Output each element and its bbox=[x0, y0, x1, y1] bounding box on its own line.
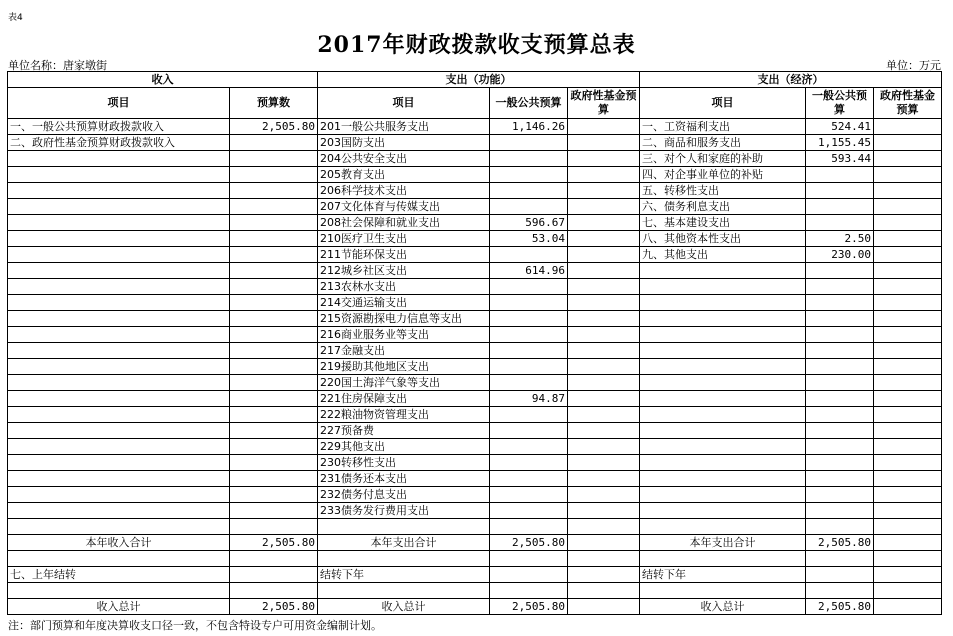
func-general-cell bbox=[490, 343, 568, 359]
econ-fund-cell bbox=[874, 471, 942, 487]
income-item-cell: 二、政府性基金预算财政拨款收入 bbox=[8, 135, 230, 151]
func-item-cell: 206科学技术支出 bbox=[318, 183, 490, 199]
func-general-cell bbox=[490, 247, 568, 263]
econ-fund-cell bbox=[874, 455, 942, 471]
func-general-cell bbox=[490, 519, 568, 535]
header-row-groups bbox=[8, 72, 942, 88]
func-item-cell: 212城乡社区支出 bbox=[318, 263, 490, 279]
table-row bbox=[8, 471, 942, 487]
econ-fund-cell bbox=[874, 359, 942, 375]
econ-item-cell bbox=[640, 279, 806, 295]
func-general-cell bbox=[490, 359, 568, 375]
func-fund-cell bbox=[568, 391, 640, 407]
func-item-cell: 233债务发行费用支出 bbox=[318, 503, 490, 519]
econ-item-cell bbox=[640, 487, 806, 503]
func-fund-cell bbox=[568, 439, 640, 455]
econ-general-cell: 1,155.45 bbox=[806, 135, 874, 151]
grand-f-general: 2,505.80 bbox=[490, 599, 568, 615]
func-general-cell bbox=[490, 327, 568, 343]
func-item-cell: 215资源勘探电力信息等支出 bbox=[318, 311, 490, 327]
econ-general-cell: 2.50 bbox=[806, 231, 874, 247]
income-amount-cell bbox=[230, 215, 318, 231]
econ-general-cell bbox=[806, 295, 874, 311]
econ-fund-cell bbox=[874, 423, 942, 439]
econ-fund-cell bbox=[874, 503, 942, 519]
func-fund-cell bbox=[568, 135, 640, 151]
income-item-cell bbox=[8, 311, 230, 327]
econ-item-cell bbox=[640, 343, 806, 359]
grand-e-general: 2,505.80 bbox=[806, 599, 874, 615]
header-f-general: 一般公共预算 bbox=[490, 88, 568, 119]
income-amount-cell bbox=[230, 439, 318, 455]
table-row bbox=[8, 263, 942, 279]
econ-item-cell: 二、商品和服务支出 bbox=[640, 135, 806, 151]
table-row bbox=[8, 135, 942, 151]
table-row bbox=[8, 375, 942, 391]
func-item-cell: 217金融支出 bbox=[318, 343, 490, 359]
func-general-cell bbox=[490, 503, 568, 519]
totals-e-label: 本年支出合计 bbox=[640, 535, 806, 551]
header-in-item: 项目 bbox=[8, 88, 230, 119]
income-amount-cell bbox=[230, 391, 318, 407]
func-fund-cell bbox=[568, 519, 640, 535]
income-item-cell bbox=[8, 295, 230, 311]
func-fund-cell bbox=[568, 503, 640, 519]
carry-row bbox=[8, 567, 942, 583]
func-general-cell bbox=[490, 311, 568, 327]
table-row bbox=[8, 359, 942, 375]
func-general-cell: 1,146.26 bbox=[490, 119, 568, 135]
totals-in-amount: 2,505.80 bbox=[230, 535, 318, 551]
econ-item-cell bbox=[640, 263, 806, 279]
func-item-cell: 220国土海洋气象等支出 bbox=[318, 375, 490, 391]
econ-general-cell bbox=[806, 407, 874, 423]
income-item-cell bbox=[8, 519, 230, 535]
table-row bbox=[8, 455, 942, 471]
func-item-cell: 222粮油物资管理支出 bbox=[318, 407, 490, 423]
carry-e-label: 结转下年 bbox=[640, 567, 806, 583]
func-fund-cell bbox=[568, 359, 640, 375]
econ-item-cell bbox=[640, 295, 806, 311]
econ-item-cell bbox=[640, 359, 806, 375]
econ-general-cell bbox=[806, 455, 874, 471]
totals-e-fund bbox=[874, 535, 942, 551]
func-fund-cell bbox=[568, 407, 640, 423]
table-row bbox=[8, 391, 942, 407]
econ-item-cell bbox=[640, 455, 806, 471]
econ-general-cell bbox=[806, 503, 874, 519]
table-row bbox=[8, 247, 942, 263]
income-amount-cell bbox=[230, 519, 318, 535]
econ-item-cell: 五、转移性支出 bbox=[640, 183, 806, 199]
func-item-cell: 216商业服务业等支出 bbox=[318, 327, 490, 343]
income-item-cell bbox=[8, 359, 230, 375]
table-row bbox=[8, 439, 942, 455]
totals-f-general: 2,505.80 bbox=[490, 535, 568, 551]
func-item-cell: 229其他支出 bbox=[318, 439, 490, 455]
table-row bbox=[8, 503, 942, 519]
func-general-cell bbox=[490, 455, 568, 471]
econ-fund-cell bbox=[874, 311, 942, 327]
func-item-cell: 201一般公共服务支出 bbox=[318, 119, 490, 135]
func-fund-cell bbox=[568, 343, 640, 359]
income-item-cell bbox=[8, 199, 230, 215]
func-fund-cell bbox=[568, 279, 640, 295]
econ-general-cell: 593.44 bbox=[806, 151, 874, 167]
grand-in-label: 收入总计 bbox=[8, 599, 230, 615]
income-item-cell bbox=[8, 167, 230, 183]
func-fund-cell bbox=[568, 167, 640, 183]
func-general-cell bbox=[490, 183, 568, 199]
econ-item-cell: 一、工资福利支出 bbox=[640, 119, 806, 135]
func-item-cell: 231债务还本支出 bbox=[318, 471, 490, 487]
header-income: 收入 bbox=[8, 72, 318, 88]
header-in-budget: 预算数 bbox=[230, 88, 318, 119]
econ-item-cell bbox=[640, 375, 806, 391]
econ-general-cell bbox=[806, 167, 874, 183]
func-item-cell: 232债务付息支出 bbox=[318, 487, 490, 503]
func-fund-cell bbox=[568, 423, 640, 439]
carry-in-label: 七、上年结转 bbox=[8, 567, 230, 583]
header-e-general: 一般公共预算 bbox=[806, 88, 874, 119]
econ-fund-cell bbox=[874, 263, 942, 279]
table-row bbox=[8, 407, 942, 423]
func-fund-cell bbox=[568, 183, 640, 199]
econ-general-cell bbox=[806, 263, 874, 279]
income-amount-cell bbox=[230, 295, 318, 311]
econ-fund-cell bbox=[874, 231, 942, 247]
grand-in-amount: 2,505.80 bbox=[230, 599, 318, 615]
func-item-cell: 211节能环保支出 bbox=[318, 247, 490, 263]
footnote: 注：部门预算和年度决算收支口径一致，不包含特设专户可用资金编制计划。 bbox=[8, 619, 382, 632]
income-amount-cell bbox=[230, 135, 318, 151]
income-amount-cell bbox=[230, 407, 318, 423]
econ-item-cell bbox=[640, 327, 806, 343]
econ-general-cell: 524.41 bbox=[806, 119, 874, 135]
func-general-cell bbox=[490, 423, 568, 439]
econ-fund-cell bbox=[874, 407, 942, 423]
econ-item-cell bbox=[640, 471, 806, 487]
econ-general-cell bbox=[806, 471, 874, 487]
totals-f-fund bbox=[568, 535, 640, 551]
totals-row bbox=[8, 535, 942, 551]
econ-general-cell bbox=[806, 327, 874, 343]
econ-fund-cell bbox=[874, 135, 942, 151]
econ-fund-cell bbox=[874, 327, 942, 343]
func-item-cell: 219援助其他地区支出 bbox=[318, 359, 490, 375]
func-fund-cell bbox=[568, 247, 640, 263]
func-general-cell bbox=[490, 167, 568, 183]
table-row bbox=[8, 231, 942, 247]
table-row bbox=[8, 167, 942, 183]
func-fund-cell bbox=[568, 263, 640, 279]
func-item-cell: 210医疗卫生支出 bbox=[318, 231, 490, 247]
econ-fund-cell bbox=[874, 199, 942, 215]
econ-item-cell bbox=[640, 439, 806, 455]
table-row bbox=[8, 487, 942, 503]
econ-fund-cell bbox=[874, 167, 942, 183]
econ-item-cell: 六、债务利息支出 bbox=[640, 199, 806, 215]
func-item-cell bbox=[318, 519, 490, 535]
income-item-cell bbox=[8, 343, 230, 359]
econ-general-cell bbox=[806, 199, 874, 215]
econ-general-cell bbox=[806, 391, 874, 407]
econ-fund-cell bbox=[874, 295, 942, 311]
income-amount-cell bbox=[230, 279, 318, 295]
econ-fund-cell bbox=[874, 279, 942, 295]
income-amount-cell bbox=[230, 359, 318, 375]
func-general-cell: 53.04 bbox=[490, 231, 568, 247]
econ-item-cell: 八、其他资本性支出 bbox=[640, 231, 806, 247]
table-tag: 表4 bbox=[8, 13, 23, 23]
income-amount-cell bbox=[230, 487, 318, 503]
func-item-cell: 205教育支出 bbox=[318, 167, 490, 183]
econ-fund-cell bbox=[874, 343, 942, 359]
econ-item-cell bbox=[640, 519, 806, 535]
econ-fund-cell bbox=[874, 487, 942, 503]
econ-item-cell bbox=[640, 503, 806, 519]
income-item-cell: 一、一般公共预算财政拨款收入 bbox=[8, 119, 230, 135]
table-row bbox=[8, 423, 942, 439]
func-item-cell: 227预备费 bbox=[318, 423, 490, 439]
table-row bbox=[8, 119, 942, 135]
income-item-cell bbox=[8, 471, 230, 487]
func-fund-cell bbox=[568, 311, 640, 327]
econ-general-cell bbox=[806, 279, 874, 295]
econ-item-cell: 七、基本建设支出 bbox=[640, 215, 806, 231]
econ-item-cell bbox=[640, 407, 806, 423]
income-item-cell bbox=[8, 455, 230, 471]
econ-fund-cell bbox=[874, 375, 942, 391]
income-amount-cell bbox=[230, 455, 318, 471]
income-item-cell bbox=[8, 327, 230, 343]
income-amount-cell bbox=[230, 167, 318, 183]
func-fund-cell bbox=[568, 487, 640, 503]
econ-fund-cell bbox=[874, 391, 942, 407]
econ-general-cell bbox=[806, 215, 874, 231]
func-general-cell bbox=[490, 199, 568, 215]
func-general-cell bbox=[490, 471, 568, 487]
func-general-cell: 94.87 bbox=[490, 391, 568, 407]
func-fund-cell bbox=[568, 119, 640, 135]
econ-item-cell: 三、对个人和家庭的补助 bbox=[640, 151, 806, 167]
func-item-cell: 203国防支出 bbox=[318, 135, 490, 151]
func-item-cell: 208社会保障和就业支出 bbox=[318, 215, 490, 231]
econ-general-cell bbox=[806, 423, 874, 439]
income-item-cell bbox=[8, 487, 230, 503]
income-item-cell bbox=[8, 423, 230, 439]
income-amount-cell bbox=[230, 423, 318, 439]
econ-item-cell bbox=[640, 311, 806, 327]
unit-name: 单位名称：唐家墩街 bbox=[8, 59, 107, 72]
func-fund-cell bbox=[568, 231, 640, 247]
table-row bbox=[8, 279, 942, 295]
func-fund-cell bbox=[568, 295, 640, 311]
income-amount-cell: 2,505.80 bbox=[230, 119, 318, 135]
func-general-cell bbox=[490, 279, 568, 295]
econ-general-cell bbox=[806, 519, 874, 535]
func-fund-cell bbox=[568, 151, 640, 167]
grand-f-label: 收入总计 bbox=[318, 599, 490, 615]
income-amount-cell bbox=[230, 151, 318, 167]
totals-f-label: 本年支出合计 bbox=[318, 535, 490, 551]
income-item-cell bbox=[8, 151, 230, 167]
carry-f-label: 结转下年 bbox=[318, 567, 490, 583]
totals-in-label: 本年收入合计 bbox=[8, 535, 230, 551]
func-general-cell bbox=[490, 375, 568, 391]
econ-fund-cell bbox=[874, 247, 942, 263]
budget-table bbox=[7, 71, 942, 615]
econ-fund-cell bbox=[874, 519, 942, 535]
econ-item-cell bbox=[640, 423, 806, 439]
func-fund-cell bbox=[568, 327, 640, 343]
income-amount-cell bbox=[230, 311, 318, 327]
income-item-cell bbox=[8, 231, 230, 247]
table-row bbox=[8, 343, 942, 359]
unit-label: 单位：万元 bbox=[886, 59, 941, 72]
func-fund-cell bbox=[568, 455, 640, 471]
func-fund-cell bbox=[568, 471, 640, 487]
header-f-item: 项目 bbox=[318, 88, 490, 119]
econ-item-cell: 四、对企事业单位的补贴 bbox=[640, 167, 806, 183]
income-amount-cell bbox=[230, 199, 318, 215]
table-row bbox=[8, 215, 942, 231]
econ-general-cell bbox=[806, 439, 874, 455]
econ-item-cell bbox=[640, 391, 806, 407]
header-exp-econ: 支出（经济） bbox=[640, 72, 942, 88]
income-amount-cell bbox=[230, 343, 318, 359]
econ-fund-cell bbox=[874, 151, 942, 167]
func-item-cell: 221住房保障支出 bbox=[318, 391, 490, 407]
func-general-cell: 614.96 bbox=[490, 263, 568, 279]
func-fund-cell bbox=[568, 215, 640, 231]
econ-item-cell: 九、其他支出 bbox=[640, 247, 806, 263]
income-amount-cell bbox=[230, 183, 318, 199]
blank-row bbox=[8, 583, 942, 599]
income-item-cell bbox=[8, 263, 230, 279]
func-general-cell bbox=[490, 295, 568, 311]
econ-general-cell bbox=[806, 487, 874, 503]
func-item-cell: 207文化体育与传媒支出 bbox=[318, 199, 490, 215]
header-row-columns bbox=[8, 88, 942, 119]
income-item-cell bbox=[8, 215, 230, 231]
income-item-cell bbox=[8, 439, 230, 455]
func-general-cell bbox=[490, 135, 568, 151]
income-item-cell bbox=[8, 407, 230, 423]
grand-e-label: 收入总计 bbox=[640, 599, 806, 615]
econ-general-cell bbox=[806, 343, 874, 359]
income-item-cell bbox=[8, 375, 230, 391]
econ-general-cell bbox=[806, 359, 874, 375]
table-row bbox=[8, 151, 942, 167]
header-e-fund: 政府性基金预算 bbox=[874, 88, 942, 119]
income-amount-cell bbox=[230, 327, 318, 343]
func-general-cell bbox=[490, 487, 568, 503]
func-item-cell: 204公共安全支出 bbox=[318, 151, 490, 167]
header-f-fund: 政府性基金预算 bbox=[568, 88, 640, 119]
income-item-cell bbox=[8, 391, 230, 407]
table-row bbox=[8, 295, 942, 311]
econ-general-cell bbox=[806, 183, 874, 199]
page-title: 2017年财政拨款收支预算总表 bbox=[317, 32, 636, 58]
grand-total-row bbox=[8, 599, 942, 615]
econ-general-cell bbox=[806, 375, 874, 391]
income-amount-cell bbox=[230, 263, 318, 279]
func-item-cell: 214交通运输支出 bbox=[318, 295, 490, 311]
income-amount-cell bbox=[230, 247, 318, 263]
header-e-item: 项目 bbox=[640, 88, 806, 119]
func-general-cell: 596.67 bbox=[490, 215, 568, 231]
income-amount-cell bbox=[230, 503, 318, 519]
econ-general-cell: 230.00 bbox=[806, 247, 874, 263]
table-row bbox=[8, 327, 942, 343]
blank-row bbox=[8, 551, 942, 567]
econ-fund-cell bbox=[874, 215, 942, 231]
table-row bbox=[8, 519, 942, 535]
table-row bbox=[8, 199, 942, 215]
table-row bbox=[8, 311, 942, 327]
totals-e-general: 2,505.80 bbox=[806, 535, 874, 551]
func-general-cell bbox=[490, 439, 568, 455]
income-item-cell bbox=[8, 279, 230, 295]
econ-general-cell bbox=[806, 311, 874, 327]
func-item-cell: 230转移性支出 bbox=[318, 455, 490, 471]
income-item-cell bbox=[8, 247, 230, 263]
econ-fund-cell bbox=[874, 439, 942, 455]
header-exp-func: 支出（功能） bbox=[318, 72, 640, 88]
income-amount-cell bbox=[230, 471, 318, 487]
func-general-cell bbox=[490, 407, 568, 423]
econ-fund-cell bbox=[874, 183, 942, 199]
income-item-cell bbox=[8, 503, 230, 519]
func-item-cell: 213农林水支出 bbox=[318, 279, 490, 295]
func-general-cell bbox=[490, 151, 568, 167]
income-amount-cell bbox=[230, 375, 318, 391]
table-row bbox=[8, 183, 942, 199]
func-fund-cell bbox=[568, 375, 640, 391]
income-amount-cell bbox=[230, 231, 318, 247]
func-fund-cell bbox=[568, 199, 640, 215]
income-item-cell bbox=[8, 183, 230, 199]
econ-fund-cell bbox=[874, 119, 942, 135]
